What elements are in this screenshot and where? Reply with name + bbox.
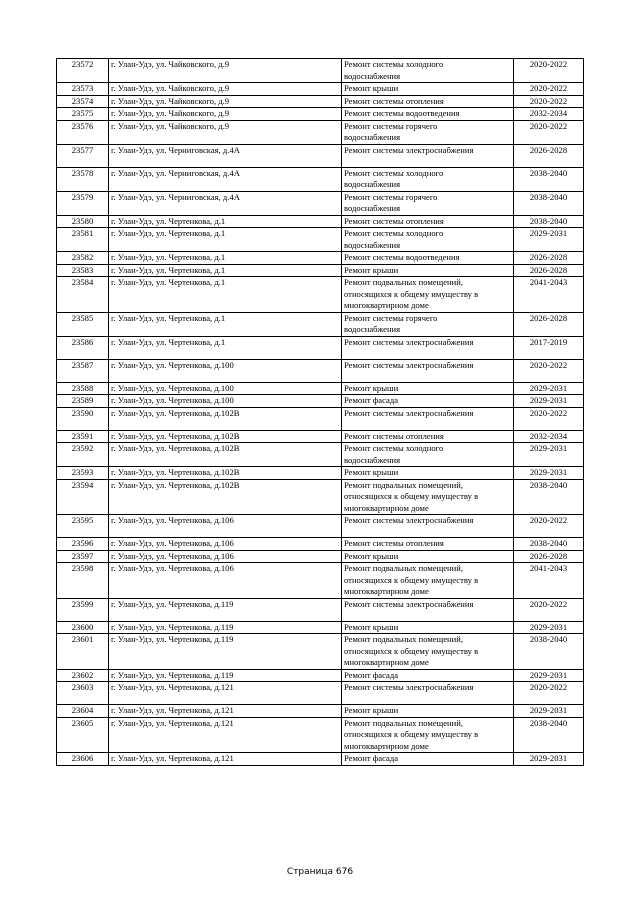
address-cell: г. Улан-Удэ, ул. Чертенкова, д.106 <box>109 550 342 563</box>
work-type-cell: Ремонт системы электроснабжения <box>342 682 514 705</box>
record-number-cell: 23604 <box>57 705 109 718</box>
record-number-cell: 23582 <box>57 252 109 265</box>
address-cell: г. Улан-Удэ, ул. Чертенкова, д.100 <box>109 382 342 395</box>
period-cell: 2032-2034 <box>514 108 584 121</box>
period-cell: 2026-2028 <box>514 312 584 336</box>
period-cell: 2026-2028 <box>514 252 584 265</box>
period-cell: 2026-2028 <box>514 550 584 563</box>
work-type-cell: Ремонт подвальных помещений, относящихся к общему имуществу в многоквартирном доме <box>342 563 514 599</box>
record-number-cell: 23592 <box>57 443 109 467</box>
record-number-cell: 23606 <box>57 753 109 766</box>
address-cell: г. Улан-Удэ, ул. Чертенкова, д.1 <box>109 264 342 277</box>
record-number-cell: 23597 <box>57 550 109 563</box>
work-type-cell: Ремонт крыши <box>342 467 514 480</box>
record-number-cell: 23586 <box>57 336 109 359</box>
table-row <box>57 144 584 167</box>
address-cell: г. Улан-Удэ, ул. Чертенкова, д.102В <box>109 479 342 515</box>
address-cell: г. Улан-Удэ, ул. Чертенкова, д.1 <box>109 215 342 228</box>
period-cell: 2029-2031 <box>514 382 584 395</box>
work-type-cell: Ремонт системы отопления <box>342 430 514 443</box>
record-number-cell: 23573 <box>57 83 109 96</box>
table-row <box>57 621 584 634</box>
record-number-cell: 23600 <box>57 621 109 634</box>
address-cell: г. Улан-Удэ, ул. Чертенкова, д.121 <box>109 753 342 766</box>
table-row <box>57 550 584 563</box>
work-type-cell: Ремонт системы электроснабжения <box>342 359 514 382</box>
address-cell: г. Улан-Удэ, ул. Чертенкова, д.119 <box>109 634 342 670</box>
table-row <box>57 120 584 144</box>
address-cell: г. Улан-Удэ, ул. Чайковского, д.9 <box>109 59 342 83</box>
address-cell: г. Улан-Удэ, ул. Чертенкова, д.121 <box>109 717 342 753</box>
work-type-cell: Ремонт крыши <box>342 550 514 563</box>
work-type-cell: Ремонт фасада <box>342 395 514 408</box>
work-type-cell: Ремонт системы холодного водоснабжения <box>342 443 514 467</box>
work-type-cell: Ремонт системы электроснабжения <box>342 598 514 621</box>
record-number-cell: 23575 <box>57 108 109 121</box>
period-cell: 2020-2022 <box>514 407 584 430</box>
record-number-cell: 23591 <box>57 430 109 443</box>
work-type-cell: Ремонт системы электроснабжения <box>342 144 514 167</box>
record-number-cell: 23579 <box>57 191 109 215</box>
period-cell: 2026-2028 <box>514 264 584 277</box>
period-cell: 2038-2040 <box>514 191 584 215</box>
period-cell: 2020-2022 <box>514 83 584 96</box>
record-number-cell: 23594 <box>57 479 109 515</box>
table-row <box>57 167 584 191</box>
address-cell: г. Улан-Удэ, ул. Черниговская, д.4А <box>109 167 342 191</box>
address-cell: г. Улан-Удэ, ул. Чертенкова, д.121 <box>109 705 342 718</box>
record-number-cell: 23574 <box>57 95 109 108</box>
work-type-cell: Ремонт крыши <box>342 621 514 634</box>
table-row <box>57 538 584 551</box>
address-cell: г. Улан-Удэ, ул. Чертенкова, д.119 <box>109 621 342 634</box>
page-number: Страница 676 <box>286 867 354 877</box>
record-number-cell: 23584 <box>57 277 109 313</box>
period-cell: 2038-2040 <box>514 538 584 551</box>
repair-schedule-table <box>56 58 584 766</box>
period-cell: 2038-2040 <box>514 634 584 670</box>
address-cell: г. Улан-Удэ, ул. Чертенкова, д.1 <box>109 277 342 313</box>
period-cell: 2038-2040 <box>514 479 584 515</box>
address-cell: г. Улан-Удэ, ул. Чертенкова, д.121 <box>109 682 342 705</box>
work-type-cell: Ремонт системы горячего водоснабжения <box>342 120 514 144</box>
address-cell: г. Улан-Удэ, ул. Чайковского, д.9 <box>109 83 342 96</box>
work-type-cell: Ремонт крыши <box>342 705 514 718</box>
table-row <box>57 336 584 359</box>
record-number-cell: 23589 <box>57 395 109 408</box>
period-cell: 2029-2031 <box>514 753 584 766</box>
work-type-cell: Ремонт подвальных помещений, относящихся к общему имуществу в многоквартирном доме <box>342 717 514 753</box>
record-number-cell: 23596 <box>57 538 109 551</box>
work-type-cell: Ремонт фасада <box>342 753 514 766</box>
record-number-cell: 23587 <box>57 359 109 382</box>
period-cell: 2029-2031 <box>514 621 584 634</box>
record-number-cell: 23599 <box>57 598 109 621</box>
work-type-cell: Ремонт фасада <box>342 669 514 682</box>
work-type-cell: Ремонт системы электроснабжения <box>342 515 514 538</box>
work-type-cell: Ремонт системы водоотведения <box>342 252 514 265</box>
period-cell: 2029-2031 <box>514 705 584 718</box>
period-cell: 2041-2043 <box>514 563 584 599</box>
address-cell: г. Улан-Удэ, ул. Чертенкова, д.1 <box>109 252 342 265</box>
table-row <box>57 563 584 599</box>
period-cell: 2020-2022 <box>514 59 584 83</box>
address-cell: г. Улан-Удэ, ул. Чертенкова, д.100 <box>109 395 342 408</box>
period-cell: 2020-2022 <box>514 359 584 382</box>
table-row <box>57 467 584 480</box>
table-row <box>57 479 584 515</box>
work-type-cell: Ремонт системы холодного водоснабжения <box>342 228 514 252</box>
work-type-cell: Ремонт крыши <box>342 83 514 96</box>
table-row <box>57 443 584 467</box>
period-cell: 2029-2031 <box>514 395 584 408</box>
table-row <box>57 59 584 83</box>
work-type-cell: Ремонт системы холодного водоснабжения <box>342 167 514 191</box>
table-row <box>57 717 584 753</box>
work-type-cell: Ремонт крыши <box>342 382 514 395</box>
record-number-cell: 23576 <box>57 120 109 144</box>
address-cell: г. Улан-Удэ, ул. Чайковского, д.9 <box>109 108 342 121</box>
table-row <box>57 191 584 215</box>
address-cell: г. Улан-Удэ, ул. Чертенкова, д.102В <box>109 430 342 443</box>
address-cell: г. Улан-Удэ, ул. Чертенкова, д.106 <box>109 538 342 551</box>
table-row <box>57 228 584 252</box>
table-row <box>57 95 584 108</box>
table-row <box>57 407 584 430</box>
table-row <box>57 753 584 766</box>
address-cell: г. Улан-Удэ, ул. Чертенкова, д.1 <box>109 336 342 359</box>
work-type-cell: Ремонт системы отопления <box>342 538 514 551</box>
address-cell: г. Улан-Удэ, ул. Чайковского, д.9 <box>109 120 342 144</box>
period-cell: 2038-2040 <box>514 167 584 191</box>
address-cell: г. Улан-Удэ, ул. Чертенкова, д.102В <box>109 443 342 467</box>
work-type-cell: Ремонт крыши <box>342 264 514 277</box>
address-cell: г. Улан-Удэ, ул. Чертенкова, д.102В <box>109 407 342 430</box>
work-type-cell: Ремонт подвальных помещений, относящихся к общему имуществу в многоквартирном доме <box>342 634 514 670</box>
record-number-cell: 23572 <box>57 59 109 83</box>
record-number-cell: 23588 <box>57 382 109 395</box>
table-row <box>57 669 584 682</box>
address-cell: г. Улан-Удэ, ул. Чертенкова, д.106 <box>109 515 342 538</box>
table-row <box>57 277 584 313</box>
work-type-cell: Ремонт системы водоотведения <box>342 108 514 121</box>
table-row <box>57 430 584 443</box>
address-cell: г. Улан-Удэ, ул. Чертенкова, д.1 <box>109 312 342 336</box>
record-number-cell: 23603 <box>57 682 109 705</box>
address-cell: г. Улан-Удэ, ул. Черниговская, д.4А <box>109 144 342 167</box>
table-row <box>57 264 584 277</box>
work-type-cell: Ремонт системы отопления <box>342 215 514 228</box>
record-number-cell: 23595 <box>57 515 109 538</box>
address-cell: г. Улан-Удэ, ул. Чайковского, д.9 <box>109 95 342 108</box>
period-cell: 2020-2022 <box>514 95 584 108</box>
work-type-cell: Ремонт системы отопления <box>342 95 514 108</box>
record-number-cell: 23580 <box>57 215 109 228</box>
work-type-cell: Ремонт подвальных помещений, относящихся к общему имуществу в многоквартирном доме <box>342 277 514 313</box>
record-number-cell: 23598 <box>57 563 109 599</box>
record-number-cell: 23585 <box>57 312 109 336</box>
address-cell: г. Улан-Удэ, ул. Черниговская, д.4А <box>109 191 342 215</box>
period-cell: 2029-2031 <box>514 467 584 480</box>
table-row <box>57 598 584 621</box>
period-cell: 2032-2034 <box>514 430 584 443</box>
table-body <box>57 59 584 766</box>
table-row <box>57 395 584 408</box>
record-number-cell: 23581 <box>57 228 109 252</box>
address-cell: г. Улан-Удэ, ул. Чертенкова, д.106 <box>109 563 342 599</box>
work-type-cell: Ремонт системы электроснабжения <box>342 336 514 359</box>
address-cell: г. Улан-Удэ, ул. Чертенкова, д.100 <box>109 359 342 382</box>
record-number-cell: 23605 <box>57 717 109 753</box>
address-cell: г. Улан-Удэ, ул. Чертенкова, д.102В <box>109 467 342 480</box>
period-cell: 2020-2022 <box>514 682 584 705</box>
period-cell: 2038-2040 <box>514 215 584 228</box>
period-cell: 2041-2043 <box>514 277 584 313</box>
table-row <box>57 312 584 336</box>
record-number-cell: 23601 <box>57 634 109 670</box>
work-type-cell: Ремонт системы горячего водоснабжения <box>342 191 514 215</box>
table-row <box>57 634 584 670</box>
record-number-cell: 23602 <box>57 669 109 682</box>
period-cell: 2017-2019 <box>514 336 584 359</box>
table-row <box>57 83 584 96</box>
address-cell: г. Улан-Удэ, ул. Чертенкова, д.119 <box>109 598 342 621</box>
record-number-cell: 23583 <box>57 264 109 277</box>
record-number-cell: 23590 <box>57 407 109 430</box>
table-row <box>57 252 584 265</box>
record-number-cell: 23578 <box>57 167 109 191</box>
work-type-cell: Ремонт системы холодного водоснабжения <box>342 59 514 83</box>
period-cell: 2038-2040 <box>514 717 584 753</box>
period-cell: 2029-2031 <box>514 669 584 682</box>
address-cell: г. Улан-Удэ, ул. Чертенкова, д.1 <box>109 228 342 252</box>
table-row <box>57 705 584 718</box>
record-number-cell: 23593 <box>57 467 109 480</box>
period-cell: 2020-2022 <box>514 598 584 621</box>
period-cell: 2029-2031 <box>514 228 584 252</box>
table-row <box>57 359 584 382</box>
table-row <box>57 682 584 705</box>
period-cell: 2020-2022 <box>514 515 584 538</box>
work-type-cell: Ремонт подвальных помещений, относящихся к общему имуществу в многоквартирном доме <box>342 479 514 515</box>
period-cell: 2029-2031 <box>514 443 584 467</box>
work-type-cell: Ремонт системы горячего водоснабжения <box>342 312 514 336</box>
table-row <box>57 382 584 395</box>
period-cell: 2026-2028 <box>514 144 584 167</box>
address-cell: г. Улан-Удэ, ул. Чертенкова, д.119 <box>109 669 342 682</box>
table-row <box>57 108 584 121</box>
record-number-cell: 23577 <box>57 144 109 167</box>
period-cell: 2020-2022 <box>514 120 584 144</box>
work-type-cell: Ремонт системы электроснабжения <box>342 407 514 430</box>
table-row <box>57 515 584 538</box>
table-row <box>57 215 584 228</box>
